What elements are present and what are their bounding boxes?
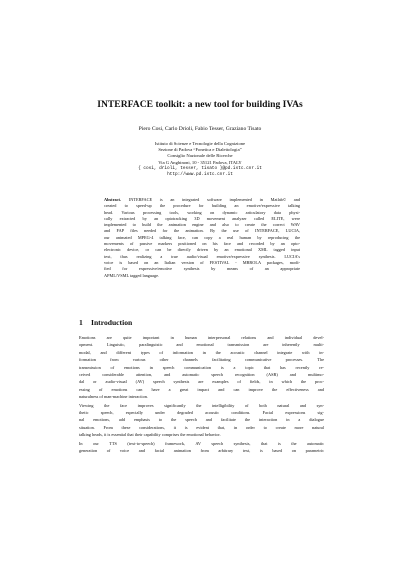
institution-url: http://www.pd.istc.cnr.it <box>167 172 233 178</box>
body-line: nal emotions, add emphasis to the speech and facilitate the interaction in a dialogue <box>79 417 324 423</box>
section-number: 1 <box>79 318 83 327</box>
abstract-line: cally extracted by an optotracking 3D movement analyzer called ELITE, were <box>104 215 300 221</box>
paragraph <box>79 334 324 401</box>
section-heading <box>79 318 132 328</box>
abstract-line: text, thus realizing a true audio/visual emotive/expressive synthesis. LUCIA's <box>104 253 300 259</box>
body-line: situation. From these considerations, it is evident that, in order to create more natural <box>79 424 324 430</box>
affiliation-block <box>0 141 400 178</box>
abstract-line: electronic device, or can be directly driven by an emotional XML tagged input <box>104 247 300 253</box>
paper-title: INTERFACE toolkit: a new tool for building IVAs <box>97 99 303 110</box>
section-title: Introduction <box>91 318 133 327</box>
affiliation-line: Consiglio Nazionale delle Ricerche <box>167 153 233 159</box>
abstract-line: fied for expressive/emotive synthesis by means of an appropriate <box>104 266 300 272</box>
body-line: essing of emotions can have a great impact and can improve the effectiveness and <box>79 386 324 392</box>
paragraph <box>79 402 324 439</box>
body-line: naturalness of man-machine interaction. <box>79 394 148 400</box>
abstract <box>104 197 300 279</box>
abstract-line: implemented to build the animation engine and also to create the correct WAV <box>104 222 300 228</box>
abstract-text: INTERFACE is an integrated software implemented in Matlab© and <box>128 197 300 202</box>
body-line: transmission of emotions in speech communication is a topic that has recently re- <box>79 364 324 370</box>
body-line: formation from various other channels facilitating communicative processes. The <box>79 357 324 363</box>
body-text <box>79 334 324 456</box>
affiliation-line: Istituto di Scienze e Tecnologie della Cognizione <box>154 141 246 146</box>
abstract-line: voice is based on an Italian version of FESTIVAL - MBROLA packages, modi- <box>104 259 300 265</box>
abstract-line: movements of passive markers positioned on his face and recorded by an opto- <box>104 241 300 247</box>
abstract-label: Abstract. <box>104 197 122 202</box>
body-line: modal, and different types of information in the acoustic channel integrate with in- <box>79 349 324 355</box>
author-list: Piero Cosi, Carlo Drioli, Fabio Tesser, Graziano Tisato <box>138 126 262 132</box>
body-line: dal or audio-visual (AV) speech synthesis are examples of fields, in which the proc- <box>79 379 324 385</box>
body-line: generation of voice and facial animation from arbitrary text, is based on parametric <box>79 448 324 454</box>
body-line: ceived considerable attention, and automatic speech recognition (ASR) and multimo- <box>79 372 324 378</box>
abstract-line: created to speed-up the procedure for building an emotive/expressive talking <box>104 203 300 209</box>
affiliation-line: Sezione di Padova “Fonetica e Dialettologia” <box>158 147 242 153</box>
body-line: Viewing the face improves significantly the intelligibility of both natural and syn- <box>79 402 324 408</box>
abstract-line: and FAP files needed for the animation. By the use of INTERFACE, LUCIA, <box>104 228 300 234</box>
affiliation-line: Via G Anghinoni, 10 - 35121 Padova, ITALY <box>158 159 242 165</box>
body-line: opment. Linguistic, paralinguistic and emotional transmission are inherently multi- <box>79 342 324 348</box>
paragraph <box>79 440 324 455</box>
abstract-line: head. Various processing tools, working on dynamic articulatory data physi- <box>104 209 300 215</box>
body-line: Emotions are quite important in human interpersonal relations and individual devel- <box>79 335 324 340</box>
body-line: thetic speech, especially under degraded acoustic conditions. Facial expressions sig- <box>79 410 324 416</box>
abstract-line: our animated MPEG-4 talking face, can copy a real human by reproducing the <box>104 234 300 240</box>
author-emails: { cosi, drioli, tesser, tisato }@pd.istc.cnr.it <box>138 165 262 171</box>
abstract-line: APML/VSML tagged language. <box>104 272 160 278</box>
body-line: talking heads, it is essential that their capability comprises the emotional behavior. <box>79 432 221 438</box>
body-line: In our TTS (text-to-speech) framework, AV speech synthesis, that is the automatic <box>79 440 324 446</box>
